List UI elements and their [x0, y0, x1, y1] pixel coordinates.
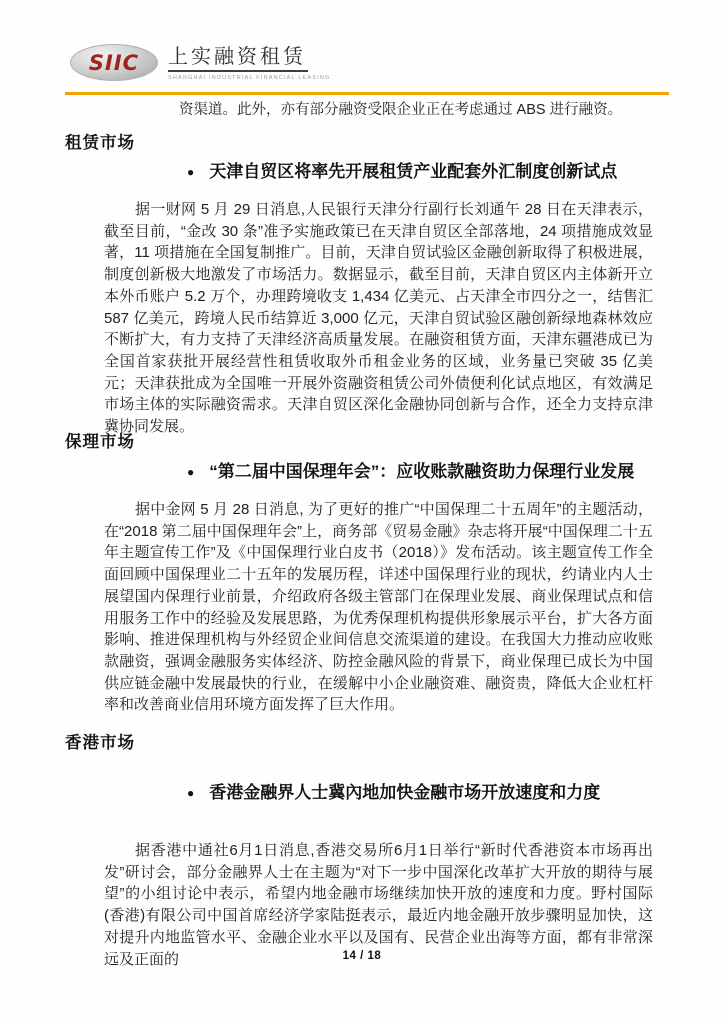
logo-underline [168, 70, 308, 72]
news-headline-factoring [187, 461, 666, 483]
page-number: 14 / 18 [342, 950, 382, 962]
news-headline-text: “第二届中国保理年会”：应收账款融资助力保理行业发展 [209, 462, 635, 481]
bullet-icon: ● [187, 465, 195, 479]
news-headline-text: 天津自贸区将率先开展租赁产业配套外汇制度创新试点 [209, 162, 618, 181]
bullet-icon: ● [187, 786, 195, 800]
news-body-leasing: 据一财网 5 月 29 日消息,人民银行天津分行副行长刘通午 28 日在天津表示，截至目前，“金改 30 条”准予实施政策已在天津自贸区全部落地，24 项措施成效显著，11 项措施在全国复制推广。目前，天津自贸试验区金融创新取得了积极进展，制度创新极大地激发了市场活力。数据显示，截至目前，天津自贸区内主体新开立本外币账户 5.2 万个，办理跨境收支 1,434 亿美元、占天津全市四分之一，结售汇 587 亿美元，跨境人民币结算近 3,000 亿元，天津自贸试验区融创新绿地森林效应不断扩大，有力支持了天津经济高质量发展。在融资租赁方面，天津东疆港成已为全国首家获批开展经营性租赁收取外币租金业务的区域，业务量已突破 35 亿美元；天津获批成为全国唯一开展外资融资租赁公司外债便利化试点地区，有效满足市场主体的实际融资需求。天津自贸区深化金融协同创新与合作，还全力支持京津冀协同发展。 [104, 201, 653, 436]
company-name-english: SHANGHAI INDUSTRIAL FINANCIAL LEASING [168, 75, 331, 81]
siic-logo-badge [70, 44, 158, 81]
header-divider [65, 92, 669, 95]
news-headline-text: 香港金融界人士冀內地加快金融市场开放速度和力度 [209, 783, 601, 802]
section-heading-hongkong-market: 香港市场 [65, 734, 135, 752]
company-name: 上实融资租赁 [168, 46, 306, 68]
news-headline-leasing [187, 161, 666, 183]
news-body-hongkong: 据香港中通社6月1日消息,香港交易所6月1日举行“新时代香港资本市场再出发”研讨会，部分金融界人士在主题为“对下一步中国深化改革扩大开放的期待与展望”的小组讨论中表示，希望内地金融市场继续加快开放的速度和力度。野村国际(香港)有限公司中国首席经济学家陆挺表示，最近内地金融开放步骤明显加快，这对提升内地监管水平、金融企业水平以及国有、民营企业出海等方面，都有非常深远及正面的 [104, 842, 653, 968]
section-heading-factoring-market: 保理市场 [65, 433, 135, 451]
company-logo [70, 44, 331, 81]
logo-text-block [168, 44, 331, 81]
siic-logo-text: SIIC [88, 50, 140, 75]
bullet-icon: ● [187, 165, 195, 179]
news-headline-hongkong [187, 782, 666, 804]
news-body-factoring: 据中金网 5 月 28 日消息, 为了更好的推广“中国保理二十五周年”的主题活动，在“2018 第二届中国保理年会”上，商务部《贸易金融》杂志将开展“中国保理二十五年主题宣传工作”及《中国保理行业白皮书（2018）》发布活动。该主题宣传工作全面回顾中国保理业二十五年的发展历程，详述中国保理行业的现状，约请业内人士展望国内保理行业前景，介绍政府各级主管部门在保理业发展、商业保理试点和信用服务工作中的经验及发展思路，为优秀保理机构提供形象展示平台，扩大各方面影响、推进保理机构与外经贸企业间信息交流渠道的建设。在我国大力推动应收账款融资，强调金融服务实体经济、防控金融风险的背景下，商业保理已成长为中国供应链金融中发展最快的行业，在缓解中小企业融资难、融资贵，降低大企业杠杆率和改善商业信用环境方面发挥了巨大作用。 [104, 501, 653, 714]
section-heading-leasing-market: 租赁市场 [65, 134, 135, 152]
paragraph-continuation: 资渠道。此外，亦有部分融资受限企业正在考虑通过 ABS 进行融资。 [179, 102, 623, 118]
